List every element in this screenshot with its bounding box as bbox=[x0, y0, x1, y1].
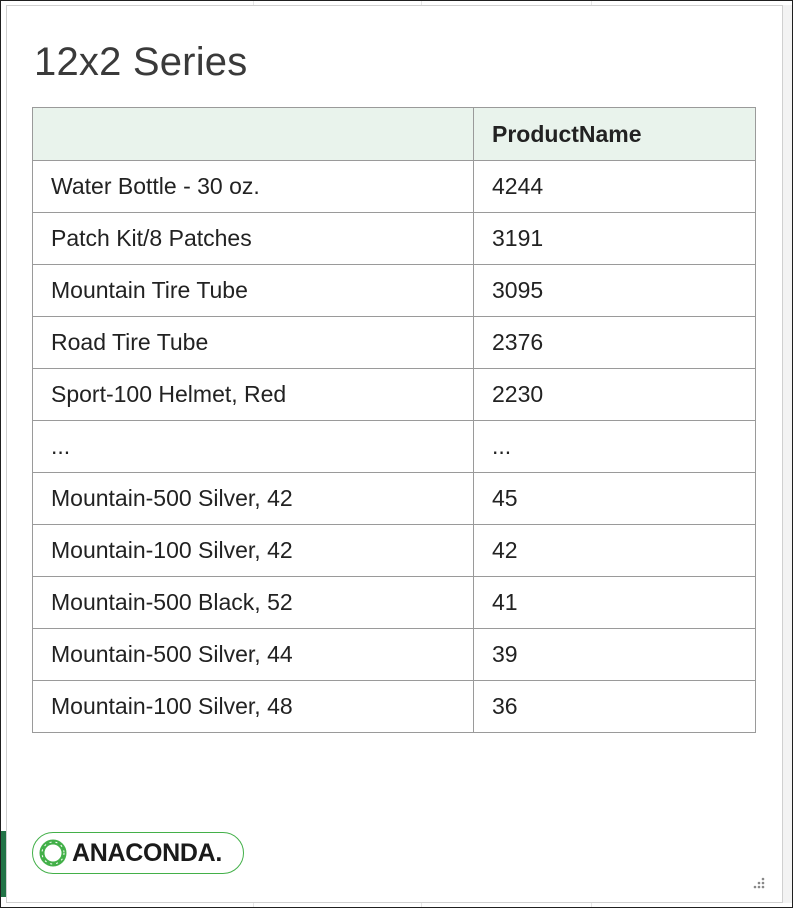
row-label-cell[interactable]: Water Bottle - 30 oz. bbox=[33, 161, 474, 213]
row-value-cell[interactable]: 2376 bbox=[474, 317, 756, 369]
row-label-cell[interactable]: Patch Kit/8 Patches bbox=[33, 213, 474, 265]
logo-text: ANACONDA. bbox=[72, 838, 223, 867]
table-header-row bbox=[33, 108, 756, 161]
row-value-cell[interactable]: 3095 bbox=[474, 265, 756, 317]
row-value-cell[interactable]: 36 bbox=[474, 681, 756, 733]
row-value-cell[interactable]: ... bbox=[474, 421, 756, 473]
row-label-cell[interactable]: ... bbox=[33, 421, 474, 473]
row-value-cell[interactable]: 39 bbox=[474, 629, 756, 681]
row-value-cell[interactable]: 2230 bbox=[474, 369, 756, 421]
table-row bbox=[33, 265, 756, 317]
column-header-index[interactable] bbox=[33, 108, 474, 161]
table-row bbox=[33, 577, 756, 629]
row-label-cell[interactable]: Mountain-100 Silver, 42 bbox=[33, 525, 474, 577]
table-row bbox=[33, 369, 756, 421]
row-value-cell[interactable]: 45 bbox=[474, 473, 756, 525]
column-header-productname[interactable]: ProductName bbox=[474, 108, 756, 161]
row-value-cell[interactable]: 3191 bbox=[474, 213, 756, 265]
table-row bbox=[33, 161, 756, 213]
row-value-cell[interactable]: 4244 bbox=[474, 161, 756, 213]
table-row bbox=[33, 629, 756, 681]
series-card[interactable] bbox=[6, 5, 783, 903]
row-value-cell[interactable]: 42 bbox=[474, 525, 756, 577]
table-row-ellipsis bbox=[33, 421, 756, 473]
selection-accent bbox=[1, 831, 6, 897]
row-label-cell[interactable]: Mountain-100 Silver, 48 bbox=[33, 681, 474, 733]
table-row bbox=[33, 317, 756, 369]
scrollbar[interactable] bbox=[782, 5, 792, 903]
table-row bbox=[33, 525, 756, 577]
row-label-cell[interactable]: Mountain-500 Silver, 44 bbox=[33, 629, 474, 681]
resize-grip-icon[interactable] bbox=[752, 876, 766, 890]
table-row bbox=[33, 473, 756, 525]
row-label-cell[interactable]: Mountain-500 Black, 52 bbox=[33, 577, 474, 629]
anaconda-logo[interactable] bbox=[32, 832, 244, 874]
row-label-cell[interactable]: Sport-100 Helmet, Red bbox=[33, 369, 474, 421]
anaconda-ring-icon bbox=[39, 839, 67, 867]
row-label-cell[interactable]: Mountain Tire Tube bbox=[33, 265, 474, 317]
row-label-cell[interactable]: Road Tire Tube bbox=[33, 317, 474, 369]
row-label-cell[interactable]: Mountain-500 Silver, 42 bbox=[33, 473, 474, 525]
row-value-cell[interactable]: 41 bbox=[474, 577, 756, 629]
table-row bbox=[33, 213, 756, 265]
card-title: 12x2 Series bbox=[34, 40, 248, 84]
series-table bbox=[32, 107, 756, 733]
table-row bbox=[33, 681, 756, 733]
